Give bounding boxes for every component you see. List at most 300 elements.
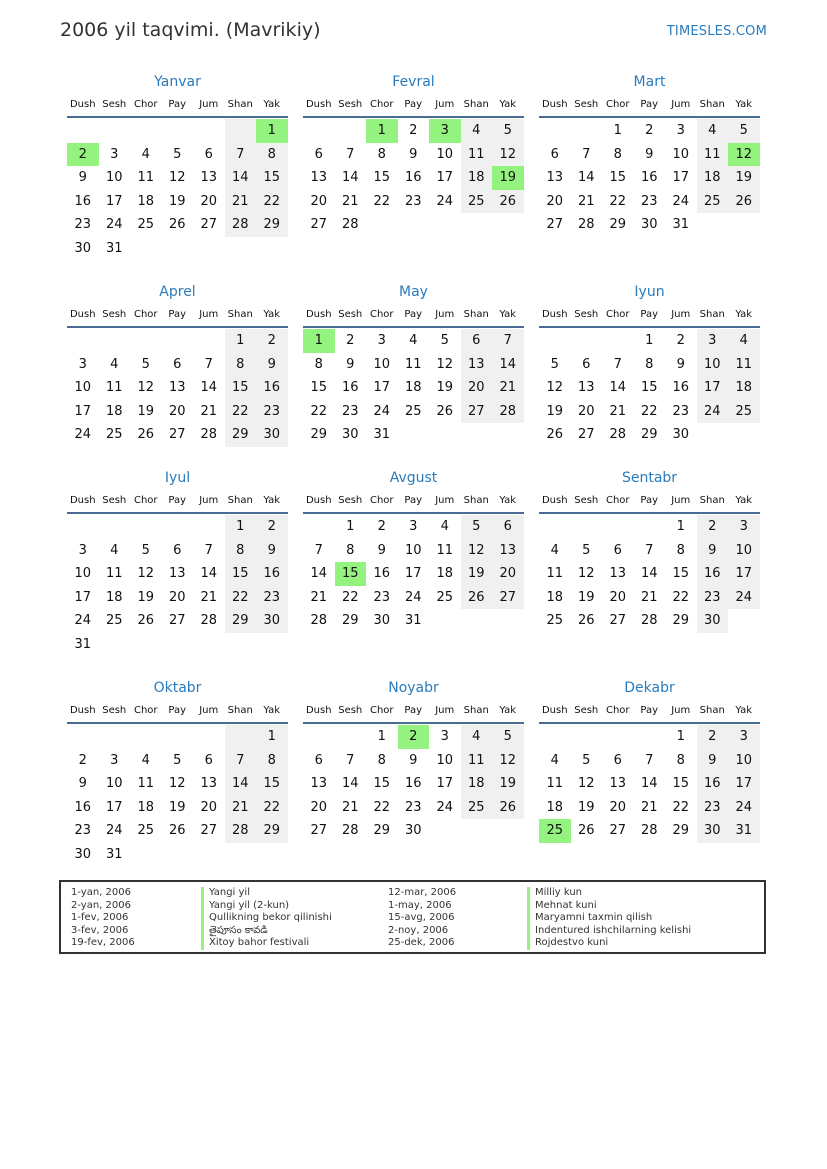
day-cell: 19 xyxy=(728,166,760,190)
day-cell: 12 xyxy=(461,539,493,563)
day-cell: 7 xyxy=(645,752,654,768)
empty-cell xyxy=(539,119,571,143)
day-cell: 31 xyxy=(74,636,92,652)
day-cell: 13 xyxy=(168,566,186,581)
day-cell: 24 xyxy=(728,586,760,610)
month-noyabr xyxy=(303,676,524,843)
day-cell: 17 xyxy=(436,776,454,791)
holiday-day-cell: 2 xyxy=(398,725,430,749)
day-cell: 11 xyxy=(105,566,123,581)
weekday-label: Jum xyxy=(199,495,219,506)
day-cell: 9 xyxy=(256,353,288,377)
day-cell: 31 xyxy=(105,846,123,862)
day-cell: 17 xyxy=(728,562,760,586)
weekday-header xyxy=(539,304,760,328)
day-cell: 4 xyxy=(697,119,729,143)
day-cell: 5 xyxy=(492,119,524,143)
day-cell: 30 xyxy=(74,846,92,862)
day-cell: 11 xyxy=(404,356,422,372)
weekday-label: Pay xyxy=(404,495,423,506)
empty-cell xyxy=(256,237,288,261)
day-cell: 16 xyxy=(256,562,288,586)
day-cell: 4 xyxy=(440,519,449,534)
weekday-label: Pay xyxy=(404,309,423,320)
empty-cell xyxy=(429,213,461,237)
day-cell: 16 xyxy=(404,170,422,185)
brand-link[interactable]: TIMESLES.COM xyxy=(666,24,767,39)
day-cell: 3 xyxy=(78,542,87,558)
empty-cell xyxy=(492,423,524,447)
weekday-label: Jum xyxy=(435,495,455,506)
weekday-label: Dush xyxy=(305,99,332,110)
empty-cell xyxy=(461,213,493,237)
weekday-header xyxy=(67,304,288,328)
day-grid xyxy=(303,329,524,447)
day-cell: 5 xyxy=(550,356,559,372)
day-cell: 17 xyxy=(672,170,690,185)
weekday-label: Yak xyxy=(499,99,517,110)
day-cell: 21 xyxy=(341,799,359,815)
day-cell: 22 xyxy=(373,799,391,815)
day-cell: 8 xyxy=(256,749,288,773)
day-cell: 1 xyxy=(676,729,685,744)
day-cell: 21 xyxy=(225,190,257,214)
empty-cell xyxy=(461,819,493,843)
day-cell: 26 xyxy=(168,823,186,838)
day-cell: 15 xyxy=(609,170,627,185)
day-cell: 13 xyxy=(310,776,328,791)
day-cell: 6 xyxy=(314,146,323,162)
day-cell: 20 xyxy=(200,193,218,209)
month-name: Aprel xyxy=(159,284,196,300)
empty-cell xyxy=(398,423,430,447)
day-cell: 31 xyxy=(672,217,690,232)
day-cell: 18 xyxy=(404,380,422,395)
day-cell: 15 xyxy=(225,376,257,400)
day-cell: 3 xyxy=(676,123,685,138)
empty-cell xyxy=(256,843,288,867)
day-cell: 14 xyxy=(609,380,627,395)
day-cell: 13 xyxy=(200,170,218,185)
day-cell: 22 xyxy=(225,400,257,424)
day-cell: 22 xyxy=(341,589,359,605)
weekday-label: Dush xyxy=(541,99,568,110)
day-cell: 29 xyxy=(609,217,627,232)
legend-date: 1-yan, 2006 xyxy=(71,887,131,898)
weekday-label: Sesh xyxy=(574,495,599,506)
weekday-label: Pay xyxy=(640,705,659,716)
empty-cell xyxy=(303,119,335,143)
day-cell: 26 xyxy=(168,217,186,232)
day-cell: 22 xyxy=(640,403,658,419)
day-cell: 13 xyxy=(461,353,493,377)
day-grid xyxy=(303,119,524,237)
day-cell: 12 xyxy=(436,356,454,372)
day-cell: 29 xyxy=(310,427,328,442)
day-cell: 23 xyxy=(256,400,288,424)
holiday-day-cell: 19 xyxy=(492,166,524,190)
day-grid xyxy=(303,725,524,843)
weekday-label: Dush xyxy=(69,705,96,716)
day-cell: 20 xyxy=(200,799,218,815)
day-cell: 28 xyxy=(310,613,328,628)
month-name: May xyxy=(399,284,428,300)
day-cell: 15 xyxy=(256,166,288,190)
empty-cell xyxy=(571,725,603,749)
day-cell: 8 xyxy=(225,539,257,563)
day-cell: 12 xyxy=(168,776,186,791)
day-cell: 1 xyxy=(225,515,257,539)
day-cell: 11 xyxy=(461,749,493,773)
day-grid xyxy=(539,725,760,843)
day-cell: 13 xyxy=(609,776,627,791)
day-cell: 3 xyxy=(440,729,449,744)
day-cell: 6 xyxy=(314,752,323,768)
weekday-label: Chor xyxy=(133,495,158,506)
day-cell: 19 xyxy=(168,799,186,815)
legend-date: 2-yan, 2006 xyxy=(71,899,131,911)
weekday-label: Pay xyxy=(168,705,187,716)
weekday-label: Shan xyxy=(227,309,253,320)
day-cell: 15 xyxy=(310,380,328,395)
day-cell: 27 xyxy=(168,613,186,628)
month-yanvar xyxy=(67,70,288,260)
day-cell: 15 xyxy=(640,380,658,395)
weekday-label: Chor xyxy=(605,99,630,110)
weekday-label: Chor xyxy=(605,309,630,320)
day-cell: 29 xyxy=(672,613,690,628)
day-cell: 11 xyxy=(546,776,564,791)
legend-holiday-name: Qullikning bekor qilinishi xyxy=(201,912,332,925)
day-cell: 10 xyxy=(404,542,422,558)
day-cell: 30 xyxy=(256,423,288,447)
day-cell: 16 xyxy=(404,776,422,791)
day-cell: 9 xyxy=(256,539,288,563)
legend-date: 3-fev, 2006 xyxy=(71,924,129,936)
legend-holiday-name: Xitoy bahor festivali xyxy=(201,937,332,950)
empty-cell xyxy=(99,725,131,749)
weekday-label: Dush xyxy=(69,309,96,320)
empty-cell xyxy=(602,725,634,749)
weekday-label: Sesh xyxy=(574,309,599,320)
day-cell: 18 xyxy=(436,566,454,581)
legend-date: 1-may, 2006 xyxy=(388,899,452,911)
day-cell: 5 xyxy=(582,542,591,558)
day-cell: 8 xyxy=(613,146,622,162)
day-cell: 5 xyxy=(728,119,760,143)
weekday-label: Shan xyxy=(463,99,489,110)
weekday-label: Jum xyxy=(199,309,219,320)
day-cell: 2 xyxy=(377,519,386,534)
day-cell: 7 xyxy=(645,542,654,558)
empty-cell xyxy=(697,213,729,237)
day-cell: 2 xyxy=(256,329,288,353)
day-cell: 14 xyxy=(577,170,595,185)
empty-cell xyxy=(728,213,760,237)
weekday-header xyxy=(303,94,524,118)
day-cell: 30 xyxy=(640,217,658,232)
day-cell: 15 xyxy=(225,562,257,586)
holiday-day-cell: 2 xyxy=(67,143,99,167)
day-cell: 12 xyxy=(577,776,595,791)
day-cell: 25 xyxy=(697,190,729,214)
day-cell: 22 xyxy=(373,193,391,209)
day-cell: 4 xyxy=(461,119,493,143)
month-avgust xyxy=(303,466,524,633)
day-cell: 8 xyxy=(645,356,654,372)
day-cell: 27 xyxy=(609,613,627,628)
empty-cell xyxy=(162,843,194,867)
month-name: Dekabr xyxy=(624,680,675,696)
day-cell: 22 xyxy=(672,799,690,815)
weekday-label: Yak xyxy=(735,99,753,110)
day-grid xyxy=(303,515,524,633)
month-name: Oktabr xyxy=(153,680,202,696)
day-cell: 30 xyxy=(373,613,391,628)
holiday-day-cell: 1 xyxy=(366,119,398,143)
legend-holiday-name: Rojdestvo kuni xyxy=(527,937,691,950)
weekday-label: Sesh xyxy=(338,99,363,110)
day-cell: 6 xyxy=(173,356,182,372)
day-cell: 30 xyxy=(74,240,92,256)
day-cell: 4 xyxy=(110,356,119,372)
day-cell: 16 xyxy=(74,799,92,815)
day-cell: 30 xyxy=(672,427,690,442)
day-cell: 10 xyxy=(436,146,454,162)
day-grid xyxy=(539,119,760,237)
day-cell: 27 xyxy=(200,823,218,838)
weekday-label: Yak xyxy=(499,309,517,320)
weekday-label: Sesh xyxy=(102,495,127,506)
day-cell: 8 xyxy=(377,146,386,162)
empty-cell xyxy=(697,423,729,447)
day-cell: 16 xyxy=(256,376,288,400)
day-cell: 24 xyxy=(74,613,92,628)
day-cell: 14 xyxy=(225,166,257,190)
legend-dates-column xyxy=(388,887,456,950)
day-cell: 11 xyxy=(137,776,155,791)
holiday-legend xyxy=(59,880,766,954)
weekday-label: Dush xyxy=(541,495,568,506)
empty-cell xyxy=(225,843,257,867)
day-grid xyxy=(67,725,288,866)
day-cell: 10 xyxy=(74,380,92,395)
empty-cell xyxy=(162,237,194,261)
empty-cell xyxy=(728,423,760,447)
day-cell: 7 xyxy=(314,542,323,558)
day-cell: 19 xyxy=(436,380,454,395)
day-cell: 10 xyxy=(373,356,391,372)
day-cell: 16 xyxy=(697,562,729,586)
day-grid xyxy=(67,515,288,656)
month-name: Avgust xyxy=(389,470,438,486)
day-cell: 28 xyxy=(577,217,595,232)
day-cell: 29 xyxy=(373,823,391,838)
weekday-label: Chor xyxy=(133,705,158,716)
day-cell: 9 xyxy=(78,170,87,185)
day-cell: 21 xyxy=(492,376,524,400)
legend-date: 25-dek, 2006 xyxy=(388,937,455,948)
empty-cell xyxy=(67,119,99,143)
day-cell: 10 xyxy=(728,749,760,773)
empty-cell xyxy=(571,329,603,353)
day-cell: 7 xyxy=(613,356,622,372)
day-cell: 16 xyxy=(74,193,92,209)
day-cell: 6 xyxy=(613,752,622,768)
day-cell: 29 xyxy=(256,819,288,843)
day-cell: 26 xyxy=(137,613,155,628)
day-cell: 22 xyxy=(225,586,257,610)
month-sentabr xyxy=(539,466,760,633)
day-cell: 4 xyxy=(461,725,493,749)
day-cell: 18 xyxy=(137,799,155,815)
day-cell: 14 xyxy=(225,772,257,796)
day-cell: 7 xyxy=(582,146,591,162)
empty-cell xyxy=(193,515,225,539)
day-cell: 25 xyxy=(105,613,123,628)
legend-dates-column xyxy=(71,887,135,950)
weekday-label: Jum xyxy=(435,309,455,320)
day-cell: 3 xyxy=(728,725,760,749)
weekday-label: Dush xyxy=(305,705,332,716)
day-cell: 22 xyxy=(256,796,288,820)
day-cell: 4 xyxy=(550,752,559,768)
day-cell: 23 xyxy=(74,217,92,232)
day-cell: 18 xyxy=(461,166,493,190)
day-cell: 2 xyxy=(409,123,418,138)
day-cell: 20 xyxy=(546,193,564,209)
empty-cell xyxy=(130,515,162,539)
empty-cell xyxy=(193,329,225,353)
empty-cell xyxy=(99,329,131,353)
day-cell: 20 xyxy=(492,562,524,586)
weekday-header xyxy=(303,700,524,724)
empty-cell xyxy=(335,119,367,143)
weekday-label: Sesh xyxy=(102,309,127,320)
day-cell: 13 xyxy=(200,776,218,791)
weekday-label: Yak xyxy=(263,495,281,506)
day-cell: 18 xyxy=(546,589,564,605)
weekday-label: Pay xyxy=(168,495,187,506)
day-cell: 18 xyxy=(137,193,155,209)
day-cell: 29 xyxy=(225,423,257,447)
weekday-label: Chor xyxy=(605,495,630,506)
day-cell: 13 xyxy=(546,170,564,185)
day-cell: 12 xyxy=(168,170,186,185)
empty-cell xyxy=(162,515,194,539)
day-cell: 19 xyxy=(577,589,595,605)
day-cell: 21 xyxy=(640,589,658,605)
day-cell: 26 xyxy=(461,586,493,610)
weekday-label: Pay xyxy=(640,309,659,320)
day-cell: 14 xyxy=(341,170,359,185)
day-cell: 11 xyxy=(436,542,454,558)
day-cell: 10 xyxy=(728,539,760,563)
day-cell: 20 xyxy=(168,589,186,605)
weekday-label: Jum xyxy=(199,99,219,110)
day-cell: 1 xyxy=(645,333,654,348)
day-cell: 23 xyxy=(74,823,92,838)
day-cell: 12 xyxy=(546,380,564,395)
day-cell: 20 xyxy=(461,376,493,400)
holiday-day-cell: 1 xyxy=(303,329,335,353)
month-mart xyxy=(539,70,760,237)
day-cell: 13 xyxy=(577,380,595,395)
day-cell: 12 xyxy=(577,566,595,581)
month-name: Iyul xyxy=(164,470,191,486)
weekday-label: Shan xyxy=(699,705,725,716)
weekday-label: Yak xyxy=(263,99,281,110)
day-cell: 21 xyxy=(200,589,218,605)
day-cell: 9 xyxy=(377,542,386,558)
day-cell: 25 xyxy=(461,190,493,214)
empty-cell xyxy=(492,609,524,633)
day-cell: 17 xyxy=(697,376,729,400)
day-cell: 12 xyxy=(137,566,155,581)
empty-cell xyxy=(539,725,571,749)
empty-cell xyxy=(429,609,461,633)
empty-cell xyxy=(193,633,225,657)
day-cell: 20 xyxy=(310,193,328,209)
day-cell: 4 xyxy=(728,329,760,353)
day-cell: 20 xyxy=(577,403,595,419)
day-cell: 27 xyxy=(310,823,328,838)
day-cell: 6 xyxy=(550,146,559,162)
day-cell: 14 xyxy=(310,566,328,581)
empty-cell xyxy=(634,515,666,539)
month-name: Fevral xyxy=(392,74,435,90)
empty-cell xyxy=(130,237,162,261)
day-cell: 10 xyxy=(672,146,690,162)
day-cell: 5 xyxy=(440,333,449,348)
weekday-label: Shan xyxy=(463,309,489,320)
weekday-label: Yak xyxy=(263,309,281,320)
day-cell: 8 xyxy=(225,353,257,377)
day-cell: 8 xyxy=(676,752,685,768)
day-cell: 16 xyxy=(672,380,690,395)
day-cell: 3 xyxy=(728,515,760,539)
day-cell: 12 xyxy=(492,749,524,773)
day-cell: 9 xyxy=(409,146,418,162)
empty-cell xyxy=(602,329,634,353)
day-cell: 11 xyxy=(546,566,564,581)
day-cell: 5 xyxy=(492,725,524,749)
empty-cell xyxy=(162,633,194,657)
day-cell: 16 xyxy=(640,170,658,185)
legend-holiday-name: Milliy kun xyxy=(527,887,691,900)
empty-cell xyxy=(193,725,225,749)
day-cell: 7 xyxy=(204,356,213,372)
empty-cell xyxy=(303,725,335,749)
day-cell: 4 xyxy=(550,542,559,558)
empty-cell xyxy=(67,515,99,539)
day-cell: 15 xyxy=(672,776,690,791)
day-cell: 19 xyxy=(546,403,564,419)
day-cell: 9 xyxy=(676,356,685,372)
weekday-label: Shan xyxy=(227,705,253,716)
weekday-label: Pay xyxy=(168,99,187,110)
legend-date: 1-fev, 2006 xyxy=(71,912,129,923)
month-oktabr xyxy=(67,676,288,866)
holiday-day-cell: 12 xyxy=(728,143,760,167)
weekday-label: Shan xyxy=(699,309,725,320)
day-cell: 13 xyxy=(492,539,524,563)
day-cell: 3 xyxy=(697,329,729,353)
empty-cell xyxy=(492,819,524,843)
day-cell: 20 xyxy=(609,589,627,605)
day-cell: 30 xyxy=(697,609,729,633)
day-cell: 9 xyxy=(645,146,654,162)
